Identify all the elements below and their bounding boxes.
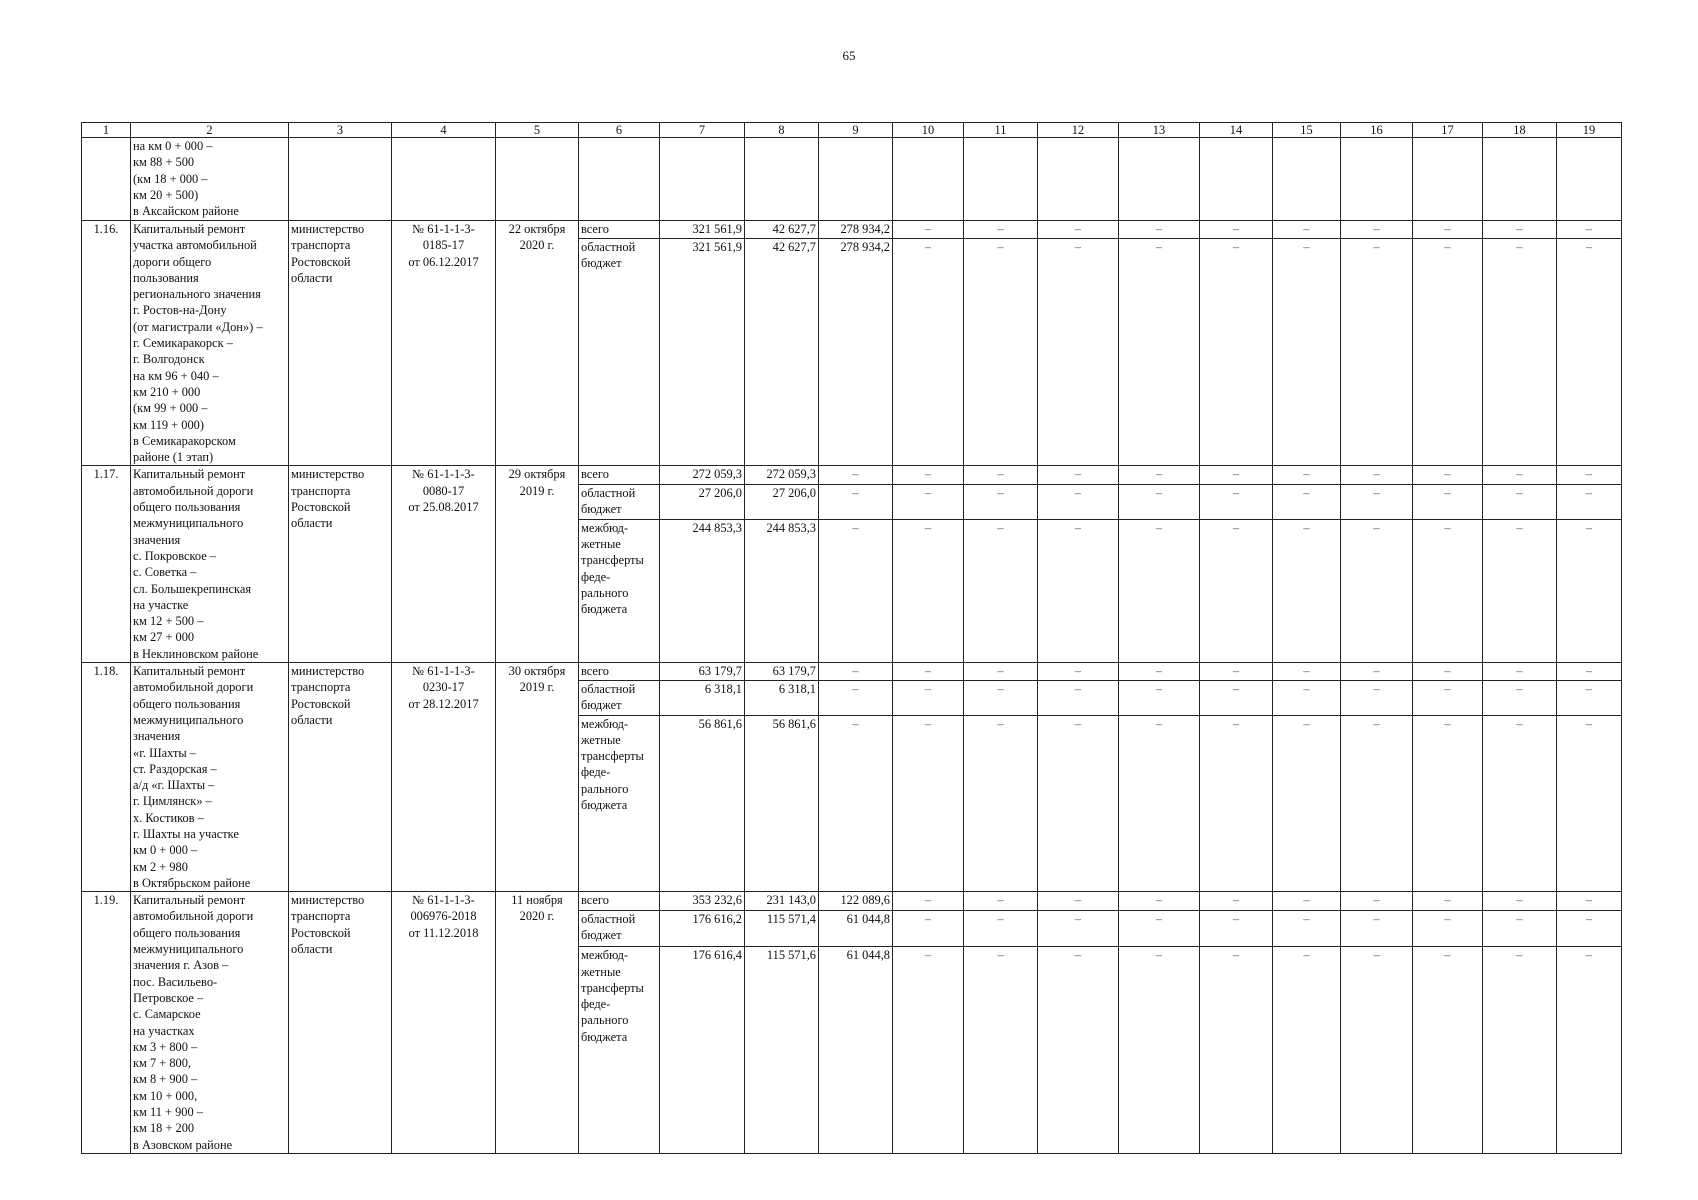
cell-col-19: –	[1557, 663, 1622, 681]
cell-col-12: –	[1038, 519, 1119, 662]
cell-amount-col-9: 61 044,8	[819, 910, 893, 946]
cell-col-16: –	[1341, 892, 1413, 911]
cell-col-16	[1341, 138, 1413, 221]
table-row	[82, 221, 1622, 239]
cell-col-15: –	[1273, 947, 1341, 1154]
cell-expertise-document: № 61-1-1-3- 006976-2018 от 11.12.2018	[392, 892, 496, 1154]
cell-col-18: –	[1483, 715, 1557, 892]
cell-col-17	[1413, 138, 1483, 221]
cell-col-10: –	[893, 910, 964, 946]
column-number-9: 9	[819, 123, 893, 138]
cell-col-13: –	[1119, 680, 1200, 715]
cell-customer: министерство транспорта Ростовской области	[289, 663, 392, 892]
cell-amount-col-9: –	[819, 680, 893, 715]
cell-amount-col-8: 27 206,0	[745, 484, 819, 519]
cell-funding-source: межбюд- жетные трансферты феде- рального бюджета	[579, 519, 660, 662]
cell-amount-col-8: 244 853,3	[745, 519, 819, 662]
cell-funding-source: всего	[579, 221, 660, 239]
cell-amount-col-8: 115 571,4	[745, 910, 819, 946]
cell-col-15	[1273, 138, 1341, 221]
cell-col-19: –	[1557, 892, 1622, 911]
cell-col-10: –	[893, 221, 964, 239]
cell-col-18: –	[1483, 221, 1557, 239]
cell-col-10: –	[893, 947, 964, 1154]
cell-col-16: –	[1341, 466, 1413, 484]
cell-total-amount: 353 232,6	[660, 892, 745, 911]
table-row	[82, 466, 1622, 484]
cell-col-15: –	[1273, 910, 1341, 946]
column-number-11: 11	[964, 123, 1038, 138]
cell-completion-date: 22 октября 2020 г.	[496, 221, 579, 466]
cell-total-amount: 176 616,4	[660, 947, 745, 1154]
cell-col-17: –	[1413, 484, 1483, 519]
cell-col-12: –	[1038, 680, 1119, 715]
cell-col-14	[1200, 138, 1273, 221]
cell-col-19: –	[1557, 715, 1622, 892]
cell-col-19: –	[1557, 238, 1622, 466]
cell-col-11: –	[964, 663, 1038, 681]
cell-amount-col-8: 42 627,7	[745, 238, 819, 466]
cell-item-number: 1.17.	[82, 466, 131, 663]
cell-funding-source: всего	[579, 663, 660, 681]
cell-col-12: –	[1038, 715, 1119, 892]
cell-col-3	[289, 138, 392, 221]
cell-col-18	[1483, 138, 1557, 221]
cell-expertise-document: № 61-1-1-3- 0080-17 от 25.08.2017	[392, 466, 496, 663]
cell-item-number: 1.19.	[82, 892, 131, 1154]
cell-col-15: –	[1273, 519, 1341, 662]
cell-col-14: –	[1200, 910, 1273, 946]
cell-col-16: –	[1341, 221, 1413, 239]
cell-col-11: –	[964, 680, 1038, 715]
cell-col-11: –	[964, 238, 1038, 466]
cell-total-amount: 244 853,3	[660, 519, 745, 662]
cell-col-14: –	[1200, 484, 1273, 519]
cell-col-17: –	[1413, 663, 1483, 681]
cell-col-7	[660, 138, 745, 221]
cell-col-13: –	[1119, 663, 1200, 681]
cell-col-19	[1557, 138, 1622, 221]
cell-col-10	[893, 138, 964, 221]
cell-col-15: –	[1273, 663, 1341, 681]
cell-funding-source: областной бюджет	[579, 484, 660, 519]
cell-col-10: –	[893, 238, 964, 466]
cell-amount-col-8: 272 059,3	[745, 466, 819, 484]
cell-col-15: –	[1273, 715, 1341, 892]
cell-col-17: –	[1413, 910, 1483, 946]
cell-amount-col-9: –	[819, 466, 893, 484]
cell-num	[82, 138, 131, 221]
cell-col-16: –	[1341, 519, 1413, 662]
cell-total-amount: 56 861,6	[660, 715, 745, 892]
cell-total-amount: 321 561,9	[660, 238, 745, 466]
page-number: 65	[842, 48, 856, 63]
cell-col-10: –	[893, 484, 964, 519]
cell-col-13: –	[1119, 484, 1200, 519]
cell-col-10: –	[893, 519, 964, 662]
cell-completion-date: 29 октября 2019 г.	[496, 466, 579, 663]
cell-col-14: –	[1200, 680, 1273, 715]
column-number-12: 12	[1038, 123, 1119, 138]
table-body	[82, 123, 1622, 1154]
cell-funding-source: межбюд- жетные трансферты феде- рального бюджета	[579, 947, 660, 1154]
cell-col-13: –	[1119, 238, 1200, 466]
cell-col-11: –	[964, 910, 1038, 946]
cell-col-15: –	[1273, 484, 1341, 519]
cell-col-11: –	[964, 892, 1038, 911]
cell-amount-col-9: –	[819, 519, 893, 662]
cell-col-15: –	[1273, 221, 1341, 239]
cell-col-11: –	[964, 466, 1038, 484]
cell-col-6	[579, 138, 660, 221]
cell-col-18: –	[1483, 238, 1557, 466]
column-number-18: 18	[1483, 123, 1557, 138]
column-number-10: 10	[893, 123, 964, 138]
cell-col-13: –	[1119, 947, 1200, 1154]
cell-col-14: –	[1200, 466, 1273, 484]
cell-col-16: –	[1341, 715, 1413, 892]
cell-col-13: –	[1119, 910, 1200, 946]
cell-col-19: –	[1557, 221, 1622, 239]
cell-col-19: –	[1557, 680, 1622, 715]
column-number-3: 3	[289, 123, 392, 138]
cell-amount-col-9: –	[819, 484, 893, 519]
cell-completion-date: 30 октября 2019 г.	[496, 663, 579, 892]
cell-col-12: –	[1038, 221, 1119, 239]
cell-col-16: –	[1341, 238, 1413, 466]
cell-col-5	[496, 138, 579, 221]
column-number-14: 14	[1200, 123, 1273, 138]
cell-col-18: –	[1483, 910, 1557, 946]
cell-col-18: –	[1483, 892, 1557, 911]
column-number-row	[82, 123, 1622, 138]
cell-col-18: –	[1483, 947, 1557, 1154]
cell-col-19: –	[1557, 910, 1622, 946]
cell-amount-col-8: 115 571,6	[745, 947, 819, 1154]
cell-col-17: –	[1413, 466, 1483, 484]
cell-col-17: –	[1413, 221, 1483, 239]
cell-col-13: –	[1119, 221, 1200, 239]
column-number-4: 4	[392, 123, 496, 138]
cell-col-10: –	[893, 663, 964, 681]
cell-amount-col-8: 231 143,0	[745, 892, 819, 911]
cell-col-14: –	[1200, 238, 1273, 466]
cell-expertise-document: № 61-1-1-3- 0185-17 от 06.12.2017	[392, 221, 496, 466]
table-row	[82, 663, 1622, 681]
cell-col-13	[1119, 138, 1200, 221]
cell-col-17: –	[1413, 892, 1483, 911]
cell-col-18: –	[1483, 484, 1557, 519]
cell-col-12: –	[1038, 238, 1119, 466]
cell-col-17: –	[1413, 947, 1483, 1154]
cell-col-12	[1038, 138, 1119, 221]
cell-col-16: –	[1341, 484, 1413, 519]
cell-col-18: –	[1483, 466, 1557, 484]
cell-customer: министерство транспорта Ростовской области	[289, 221, 392, 466]
cell-col-13: –	[1119, 519, 1200, 662]
cell-col-13: –	[1119, 892, 1200, 911]
cell-col-15: –	[1273, 892, 1341, 911]
cell-customer: министерство транспорта Ростовской области	[289, 892, 392, 1154]
column-number-8: 8	[745, 123, 819, 138]
cell-description: Капитальный ремонт участка автомобильной дороги общего пользования регионального значения г. Ростов-на-Дону (от магистрали «Дон») – г. Семикаракорск – г. Волгодонск на км 96 + 040 – км 210 + 000 (км 99 + 000 – км 119 + 000) в Семикаракорском районе (1 этап)	[131, 221, 289, 466]
cell-customer: министерство транспорта Ростовской области	[289, 466, 392, 663]
cell-col-19: –	[1557, 519, 1622, 662]
cell-col-13: –	[1119, 715, 1200, 892]
cell-total-amount: 27 206,0	[660, 484, 745, 519]
cell-col-14: –	[1200, 519, 1273, 662]
cell-col-17: –	[1413, 519, 1483, 662]
cell-description: Капитальный ремонт автомобильной дороги общего пользования межмуниципального значения с. Покровское – с. Советка – сл. Большекрепинская на участке км 12 + 500 – км 27 + 000 в Неклиновском районе	[131, 466, 289, 663]
cell-col-11: –	[964, 519, 1038, 662]
cell-col-16: –	[1341, 680, 1413, 715]
cell-funding-source: областной бюджет	[579, 910, 660, 946]
cell-col-11: –	[964, 947, 1038, 1154]
funding-table	[81, 122, 1622, 1154]
cell-col-4	[392, 138, 496, 221]
cell-amount-col-8: 42 627,7	[745, 221, 819, 239]
cell-col-19: –	[1557, 484, 1622, 519]
cell-description: Капитальный ремонт автомобильной дороги общего пользования межмуниципального значения г. Азов – пос. Васильево- Петровское – с. Самарское на участках км 3 + 800 – км 7 + 800, км 8 + 900 – км 10 + 000, км 11 + 900 – км 18 + 200 в Азовском районе	[131, 892, 289, 1154]
column-number-15: 15	[1273, 123, 1341, 138]
cell-col-10: –	[893, 715, 964, 892]
cell-col-14: –	[1200, 663, 1273, 681]
cell-funding-source: всего	[579, 892, 660, 911]
cell-funding-source: межбюд- жетные трансферты феде- рального бюджета	[579, 715, 660, 892]
cell-col-9	[819, 138, 893, 221]
cell-col-18: –	[1483, 680, 1557, 715]
cell-col-12: –	[1038, 910, 1119, 946]
cell-col-19: –	[1557, 466, 1622, 484]
cell-expertise-document: № 61-1-1-3- 0230-17 от 28.12.2017	[392, 663, 496, 892]
cell-col-16: –	[1341, 947, 1413, 1154]
cell-col-13: –	[1119, 466, 1200, 484]
cell-col-16: –	[1341, 910, 1413, 946]
cell-col-17: –	[1413, 238, 1483, 466]
cell-funding-source: областной бюджет	[579, 680, 660, 715]
cell-col-11: –	[964, 715, 1038, 892]
cell-col-12: –	[1038, 466, 1119, 484]
cell-col-15: –	[1273, 238, 1341, 466]
cell-col-15: –	[1273, 680, 1341, 715]
column-number-17: 17	[1413, 123, 1483, 138]
column-number-6: 6	[579, 123, 660, 138]
cell-total-amount: 321 561,9	[660, 221, 745, 239]
cell-col-14: –	[1200, 221, 1273, 239]
cell-amount-col-9: –	[819, 663, 893, 681]
cell-funding-source: всего	[579, 466, 660, 484]
cell-description: на км 0 + 000 – км 88 + 500 (км 18 + 000 – км 20 + 500) в Аксайском районе	[131, 138, 289, 221]
cell-amount-col-9: 122 089,6	[819, 892, 893, 911]
cell-col-10: –	[893, 892, 964, 911]
cell-col-14: –	[1200, 715, 1273, 892]
cell-item-number: 1.18.	[82, 663, 131, 892]
column-number-7: 7	[660, 123, 745, 138]
cell-total-amount: 272 059,3	[660, 466, 745, 484]
cell-col-12: –	[1038, 663, 1119, 681]
cell-description: Капитальный ремонт автомобильной дороги общего пользования межмуниципального значения «г. Шахты – ст. Раздорская – а/д «г. Шахты – г. Цимлянск» – х. Костиков – г. Шахты на участке км 0 + 000 – км 2 + 980 в Октябрьском районе	[131, 663, 289, 892]
cell-col-14: –	[1200, 947, 1273, 1154]
cell-col-12: –	[1038, 947, 1119, 1154]
cell-amount-col-9: –	[819, 715, 893, 892]
cell-amount-col-8: 56 861,6	[745, 715, 819, 892]
cell-col-11	[964, 138, 1038, 221]
cell-col-10: –	[893, 466, 964, 484]
cell-total-amount: 63 179,7	[660, 663, 745, 681]
cell-col-10: –	[893, 680, 964, 715]
cell-col-11: –	[964, 221, 1038, 239]
cell-col-11: –	[964, 484, 1038, 519]
column-number-19: 19	[1557, 123, 1622, 138]
cell-funding-source: областной бюджет	[579, 238, 660, 466]
column-number-2: 2	[131, 123, 289, 138]
cell-col-12: –	[1038, 484, 1119, 519]
cell-amount-col-9: 61 044,8	[819, 947, 893, 1154]
cell-col-16: –	[1341, 663, 1413, 681]
cell-total-amount: 176 616,2	[660, 910, 745, 946]
cell-col-12: –	[1038, 892, 1119, 911]
cell-col-18: –	[1483, 519, 1557, 662]
cell-item-number: 1.16.	[82, 221, 131, 466]
cell-col-17: –	[1413, 715, 1483, 892]
cell-completion-date: 11 ноября 2020 г.	[496, 892, 579, 1154]
column-number-13: 13	[1119, 123, 1200, 138]
cell-col-18: –	[1483, 663, 1557, 681]
column-number-16: 16	[1341, 123, 1413, 138]
column-number-1: 1	[82, 123, 131, 138]
cell-col-19: –	[1557, 947, 1622, 1154]
table-row	[82, 892, 1622, 911]
cell-amount-col-8: 6 318,1	[745, 680, 819, 715]
cell-col-8	[745, 138, 819, 221]
cell-col-17: –	[1413, 680, 1483, 715]
cell-col-14: –	[1200, 892, 1273, 911]
column-number-5: 5	[496, 123, 579, 138]
cell-amount-col-8: 63 179,7	[745, 663, 819, 681]
cell-amount-col-9: 278 934,2	[819, 221, 893, 239]
cell-amount-col-9: 278 934,2	[819, 238, 893, 466]
cell-col-15: –	[1273, 466, 1341, 484]
cell-total-amount: 6 318,1	[660, 680, 745, 715]
table-row	[82, 138, 1622, 221]
